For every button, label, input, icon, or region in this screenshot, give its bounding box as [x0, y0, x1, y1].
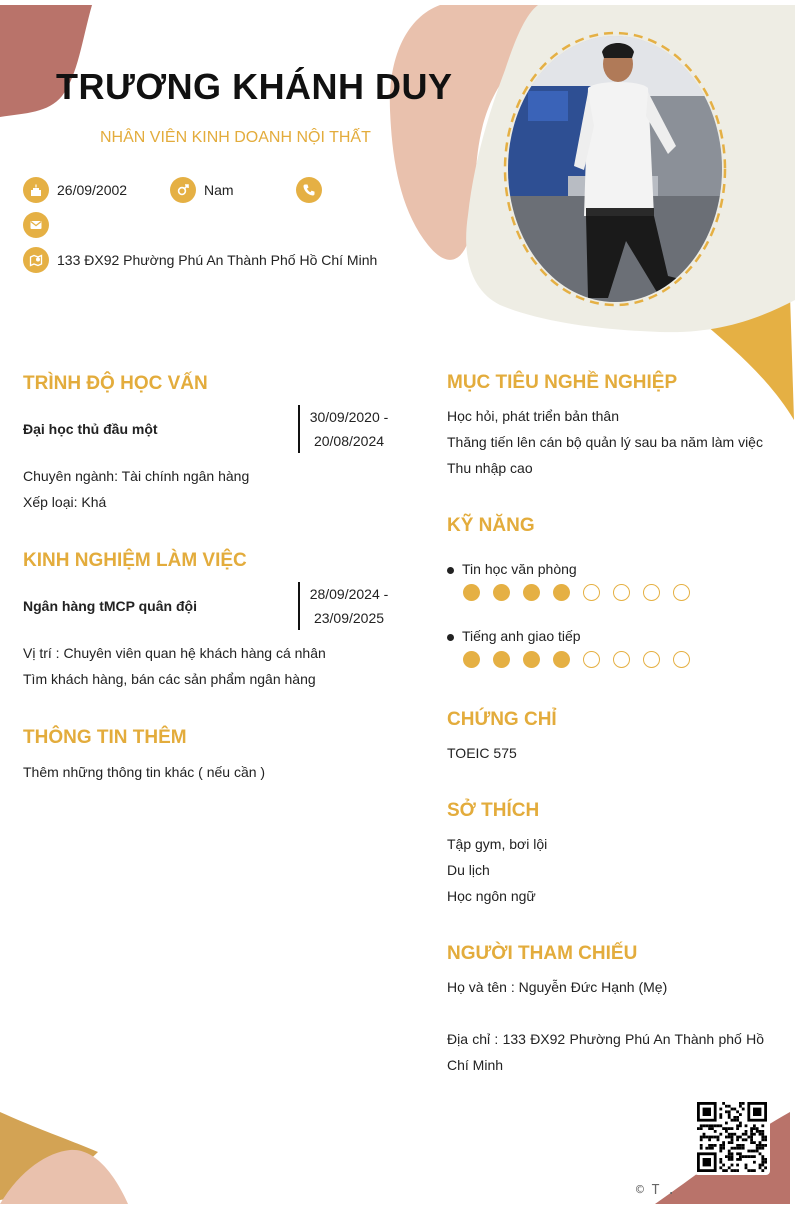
certificate-item: TOEIC 575	[447, 745, 517, 761]
skill-rating	[463, 651, 703, 668]
bullet-icon	[447, 567, 454, 574]
education-date-start: 30/09/2020 -	[309, 409, 389, 425]
rating-dot-empty	[583, 584, 600, 601]
rating-dot-empty	[583, 651, 600, 668]
rating-dot-filled	[523, 651, 540, 668]
experience-position: Vị trí : Chuyên viên quan hệ khách hàng cá nhân	[23, 645, 326, 661]
cake-icon	[23, 177, 49, 203]
profile-photo-image	[508, 36, 722, 302]
certificates-title: CHỨNG CHỈ	[447, 709, 557, 730]
rating-dot-filled	[463, 651, 480, 668]
rating-dot-filled	[493, 651, 510, 668]
gender-text: Nam	[204, 182, 234, 198]
rating-dot-empty	[613, 651, 630, 668]
contact-phone[interactable]	[296, 177, 330, 203]
contact-birthday	[23, 177, 127, 203]
reference-title: NGƯỜI THAM CHIẾU	[447, 943, 638, 964]
education-dates	[299, 405, 399, 453]
gender-icon	[170, 177, 196, 203]
hobby-item: Học ngôn ngữ	[447, 888, 536, 904]
map-pin-icon	[23, 247, 49, 273]
skill-name: Tiếng anh giao tiếp	[462, 628, 581, 644]
rating-dot-empty	[613, 584, 630, 601]
address-text: 133 ĐX92 Phường Phú An Thành Phố Hồ Chí Minh	[57, 252, 378, 268]
reference-name: Họ và tên : Nguyễn Đức Hạnh (Mẹ)	[447, 979, 668, 995]
objective-item: Học hỏi, phát triển bản thân	[447, 408, 620, 424]
education-date-end: 20/08/2024	[313, 433, 385, 449]
rating-dot-filled	[553, 584, 570, 601]
extra-title: THÔNG TIN THÊM	[23, 727, 187, 748]
experience-dates	[299, 582, 399, 630]
objective-title: MỤC TIÊU NGHỀ NGHIỆP	[447, 372, 678, 393]
skill-item	[447, 556, 577, 582]
education-rank: Xếp loại: Khá	[23, 494, 107, 510]
experience-date-start: 28/09/2024 -	[309, 586, 389, 602]
reference-address-line2: Chí Minh	[447, 1057, 504, 1073]
experience-company: Ngân hàng tMCP quân đội	[23, 598, 197, 614]
experience-date-end: 23/09/2025	[313, 610, 385, 626]
profile-photo	[508, 36, 722, 302]
contact-address	[23, 247, 377, 273]
phone-icon	[296, 177, 322, 203]
hobby-item: Du lịch	[447, 862, 490, 878]
skill-name: Tin học văn phòng	[462, 561, 577, 577]
hobby-item: Tập gym, bơi lội	[447, 836, 548, 852]
extra-text: Thêm những thông tin khác ( nếu cần )	[23, 764, 266, 780]
qr-code[interactable]	[694, 1099, 770, 1175]
skills-title: KỸ NĂNG	[447, 515, 535, 536]
rating-dot-empty	[673, 651, 690, 668]
email-icon	[23, 212, 49, 238]
hobbies-title: SỞ THÍCH	[447, 800, 540, 821]
skill-rating	[463, 584, 703, 601]
reference-address-line1: Địa chỉ : 133 ĐX92 Phường Phú An Thành phố Hồ	[447, 1031, 764, 1047]
experience-title: KINH NGHIỆM LÀM VIỆC	[23, 550, 247, 571]
skill-item	[447, 623, 581, 649]
objective-item: Thu nhập cao	[447, 460, 533, 476]
rating-dot-filled	[463, 584, 480, 601]
objective-item: Thăng tiến lên cán bộ quản lý sau ba năm làm việc	[447, 434, 763, 450]
rating-dot-filled	[493, 584, 510, 601]
experience-duty: Tìm khách hàng, bán các sản phẩm ngân hàng	[23, 671, 316, 687]
rating-dot-empty	[643, 584, 660, 601]
education-major: Chuyên ngành: Tài chính ngân hàng	[23, 468, 250, 484]
rating-dot-empty	[673, 584, 690, 601]
rating-dot-filled	[553, 651, 570, 668]
bullet-icon	[447, 634, 454, 641]
footer-copyright: © T .	[636, 1183, 676, 1198]
contact-email[interactable]	[23, 212, 57, 238]
rating-dot-filled	[523, 584, 540, 601]
contact-gender	[170, 177, 234, 203]
education-school: Đại học thủ đầu một	[23, 421, 158, 437]
candidate-name: TRƯƠNG KHÁNH DUY	[56, 66, 453, 107]
rating-dot-empty	[643, 651, 660, 668]
education-title: TRÌNH ĐỘ HỌC VẤN	[23, 373, 208, 394]
qr-code-image	[697, 1102, 767, 1172]
birthday-text: 26/09/2002	[57, 182, 128, 198]
job-title: NHÂN VIÊN KINH DOANH NỘI THẤT	[100, 129, 371, 146]
